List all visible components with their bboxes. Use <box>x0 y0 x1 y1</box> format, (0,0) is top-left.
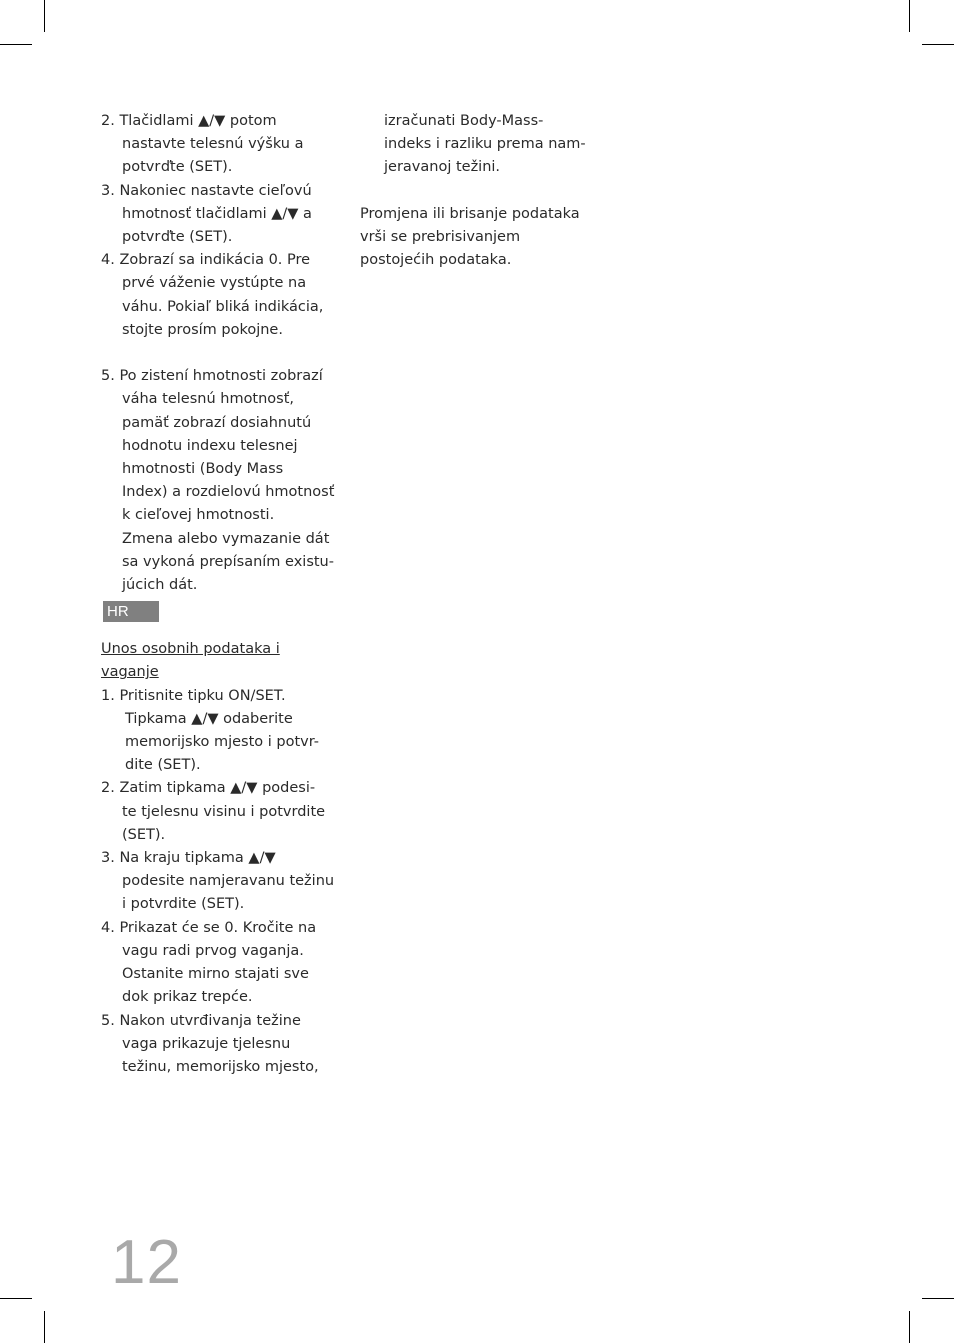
page-number: 12 <box>111 1228 182 1297</box>
text-line: Zmena alebo vymazanie dát <box>122 530 330 547</box>
text-line: vagu radi prvog vaganja. <box>122 942 304 959</box>
text-line: indeks i razliku prema nam- <box>384 136 586 153</box>
text-line: jeravanoj težini. <box>384 159 501 176</box>
text-line: váhu. Pokiaľ bliká indikácia, <box>122 298 324 315</box>
text-line: Ostanite mirno stajati sve <box>122 966 309 983</box>
text-line: 2. Zatim tipkama ▲/▼ podesi- <box>101 780 316 797</box>
right-column <box>360 110 600 272</box>
crop-mark <box>922 44 954 45</box>
text-line: prvé váženie vystúpte na <box>122 275 307 292</box>
text-line: 5. Po zistení hmotnosti zobrazí <box>101 368 323 385</box>
text-line: memorijsko mjesto i potvr- <box>125 734 320 751</box>
text-line: te tjelesnu visinu i potvrdite <box>122 803 326 820</box>
left-column <box>101 110 341 1079</box>
text-line: 4. Prikazat će se 0. Kročite na <box>101 919 317 936</box>
text-line: Tipkama ▲/▼ odaberite <box>125 710 293 727</box>
crop-mark <box>909 0 910 32</box>
text-line: Index) a rozdielovú hmotnosť <box>122 484 335 501</box>
hr-section-heading <box>101 638 341 684</box>
text-line: hmotnosť tlačidlami ▲/▼ a <box>122 205 312 222</box>
text-line: júcich dát. <box>122 577 198 594</box>
hr-instructions <box>101 685 341 1079</box>
paragraph-gap <box>101 342 341 365</box>
crop-mark <box>0 1298 32 1299</box>
text-line: dok prikaz trepće. <box>122 989 253 1006</box>
text-line: podesite namjeravanu težinu <box>122 873 335 890</box>
text-line: stojte prosím pokojne. <box>122 321 283 338</box>
crop-mark <box>909 1311 910 1343</box>
text-line: Promjena ili brisanje podataka <box>360 205 580 222</box>
hr-instructions-continued <box>360 110 600 272</box>
text-line: pamäť zobrazí dosiahnutú <box>122 414 312 431</box>
crop-mark <box>44 1311 45 1343</box>
text-line: izračunati Body-Mass- <box>384 113 544 129</box>
text-line: vrši se prebrisivanjem <box>360 229 521 245</box>
text-line: k cieľovej hmotnosti. <box>122 507 275 524</box>
text-line: 3. Na kraju tipkama ▲/▼ <box>101 850 276 867</box>
text-line: hmotnosti (Body Mass <box>122 461 284 478</box>
text-line: i potvrdite (SET). <box>122 896 245 913</box>
text-line: sa vykoná prepísaním existu- <box>122 553 334 570</box>
crop-mark <box>0 44 32 45</box>
text-line: nastavte telesnú výšku a <box>122 136 304 153</box>
hr-heading-line: vaganje <box>101 664 159 681</box>
text-line: 4. Zobrazí sa indikácia 0. Pre <box>101 252 311 269</box>
text-line: hodnotu indexu telesnej <box>122 437 298 454</box>
crop-mark <box>922 1298 954 1299</box>
text-line: 2. Tlačidlami ▲/▼ potom <box>101 113 277 129</box>
text-line: 5. Nakon utvrđivanja težine <box>101 1012 301 1029</box>
text-line: dite (SET). <box>125 757 201 774</box>
text-line: potvrďte (SET). <box>122 159 233 176</box>
sk-instructions <box>101 110 341 597</box>
text-line: postojećih podataka. <box>360 252 512 269</box>
text-line: (SET). <box>122 826 166 843</box>
text-line: potvrďte (SET). <box>122 229 233 246</box>
text-line: 3. Nakoniec nastavte cieľovú <box>101 182 312 199</box>
paragraph-gap <box>360 180 600 203</box>
text-line: 1. Pritisnite tipku ON/SET. <box>101 687 286 704</box>
language-badge-hr: HR <box>103 601 159 622</box>
crop-mark <box>44 0 45 32</box>
text-line: vaga prikazuje tjelesnu <box>122 1035 291 1052</box>
text-line: váha telesnú hmotnosť, <box>122 391 295 408</box>
hr-heading-line: Unos osobnih podataka i <box>101 641 280 658</box>
text-line: težinu, memorijsko mjesto, <box>122 1058 319 1075</box>
